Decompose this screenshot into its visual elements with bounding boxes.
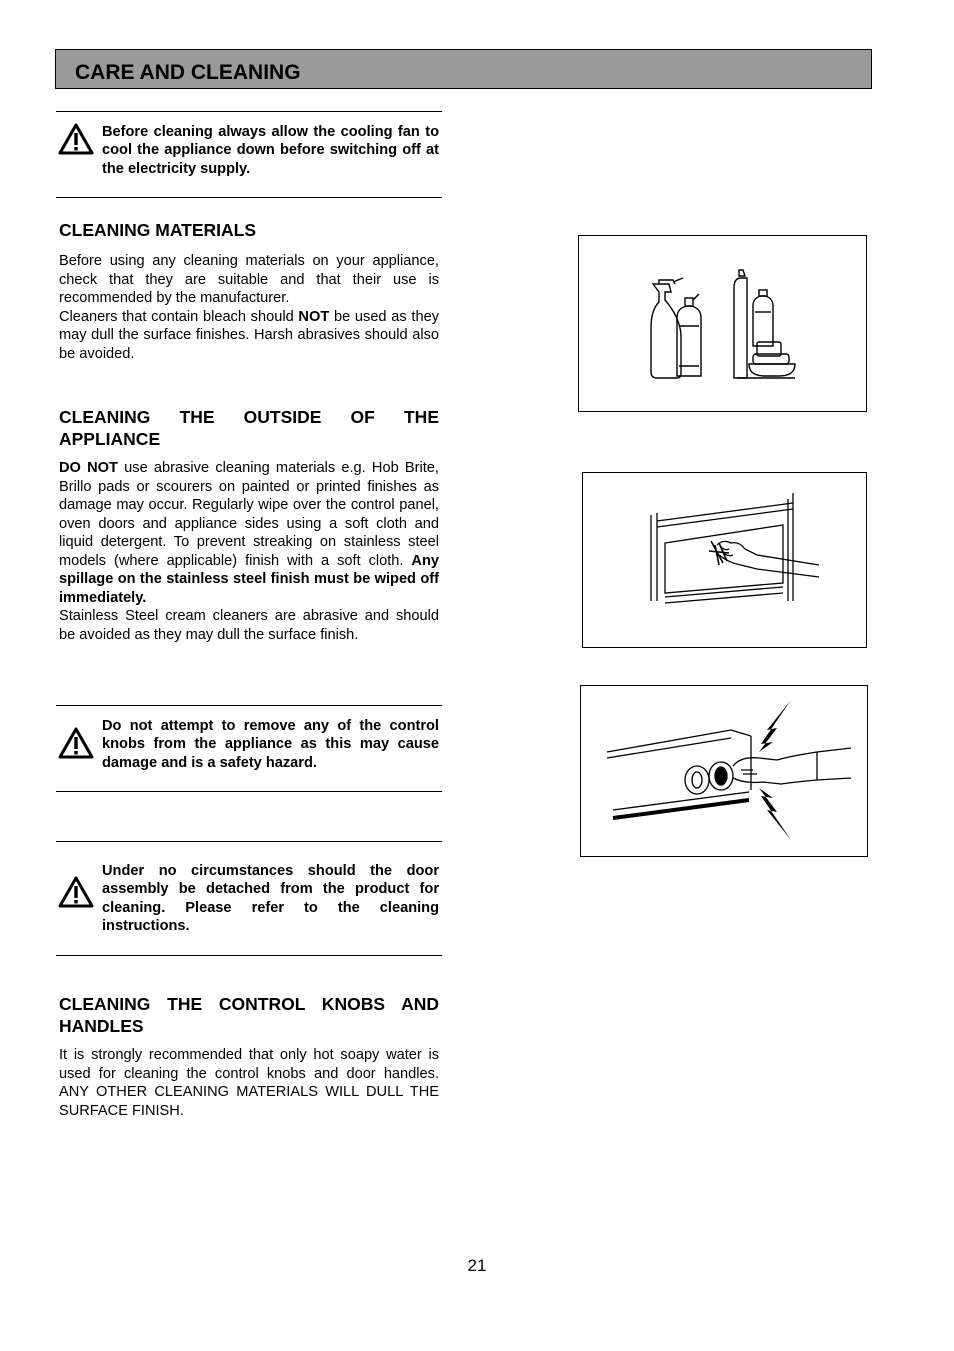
page-title: CARE AND CLEANING bbox=[75, 61, 301, 84]
divider bbox=[56, 841, 442, 842]
warning-triangle-icon bbox=[58, 876, 94, 908]
section-heading-cleaning-outside-line2: APPLIANCE bbox=[59, 429, 161, 449]
illustration-cleaning-products bbox=[578, 235, 867, 412]
cleaning-outside-text bbox=[59, 459, 439, 644]
wiping-hand-icon bbox=[583, 473, 866, 647]
paragraph bbox=[59, 308, 439, 364]
paragraph: Stainless Steel cream cleaners are abrasive and should be avoided as they may dull the surface finish. bbox=[59, 608, 439, 643]
divider bbox=[56, 955, 442, 956]
section-header-bar bbox=[55, 49, 872, 89]
text-span: be used as they may dull the surface finishes. Harsh abrasives should also be avoided. bbox=[59, 308, 439, 362]
paragraph bbox=[59, 459, 439, 607]
divider bbox=[56, 705, 442, 706]
section-heading-cleaning-knobs-line2: HANDLES bbox=[59, 1016, 144, 1036]
divider bbox=[56, 197, 442, 198]
bold-text: Any spillage on the stainless steel finish must be wiped off immediately. bbox=[59, 552, 439, 606]
text-span: use abrasive cleaning materials e.g. Hob Brite, Brillo pads or scourers on painted or printed finishes as damage may occur. Regularly wipe over the control panel, oven doors and appliance sides using a soft cloth and liquid detergent. To prevent streaking on stainless steel models (where applicable) finish with a soft cloth. bbox=[59, 460, 439, 569]
paragraph: It is strongly recommended that only hot soapy water is used for cleaning the control knobs and door handles. ANY OTHER CLEANING MATERIALS WILL DULL THE SURFACE FINISH. bbox=[59, 1047, 439, 1119]
cleaning-knobs-text bbox=[59, 1046, 439, 1120]
section-heading-cleaning-knobs-line1: CLEANING THE CONTROL KNOBS AND bbox=[59, 994, 439, 1014]
paragraph: Before using any cleaning materials on your appliance, check that they are suitable and that their use is recommended by the manufacturer. bbox=[59, 253, 439, 306]
warning-triangle-icon bbox=[58, 123, 94, 155]
page-number: 21 bbox=[467, 1256, 487, 1275]
section-heading-cleaning-materials: CLEANING MATERIALS bbox=[59, 220, 257, 240]
divider bbox=[56, 791, 442, 792]
knob-pull-warning-icon bbox=[581, 686, 867, 856]
bold-text: DO NOT bbox=[59, 460, 118, 476]
warning-triangle-icon bbox=[58, 727, 94, 759]
warning-text: Do not attempt to remove any of the control knobs from the appliance as this may cause damage and is a safety hazard. bbox=[102, 718, 439, 771]
section-heading-cleaning-outside-line1: CLEANING THE OUTSIDE OF THE bbox=[59, 407, 439, 427]
cleaning-products-icon bbox=[579, 236, 866, 411]
warning-text: Before cleaning always allow the cooling fan to cool the appliance down before switching off at the electricity supply. bbox=[102, 124, 439, 177]
cleaning-materials-text bbox=[59, 252, 439, 363]
warning-text: Under no circumstances should the door assembly be detached from the product for cleaning. Please refer to the cleaning instructions. bbox=[102, 863, 439, 934]
illustration-wiping-door bbox=[582, 472, 867, 648]
divider bbox=[56, 111, 442, 112]
bold-text: NOT bbox=[298, 308, 330, 325]
illustration-knob-warning bbox=[580, 685, 868, 857]
text-span: Cleaners that contain bleach should bbox=[59, 308, 299, 325]
